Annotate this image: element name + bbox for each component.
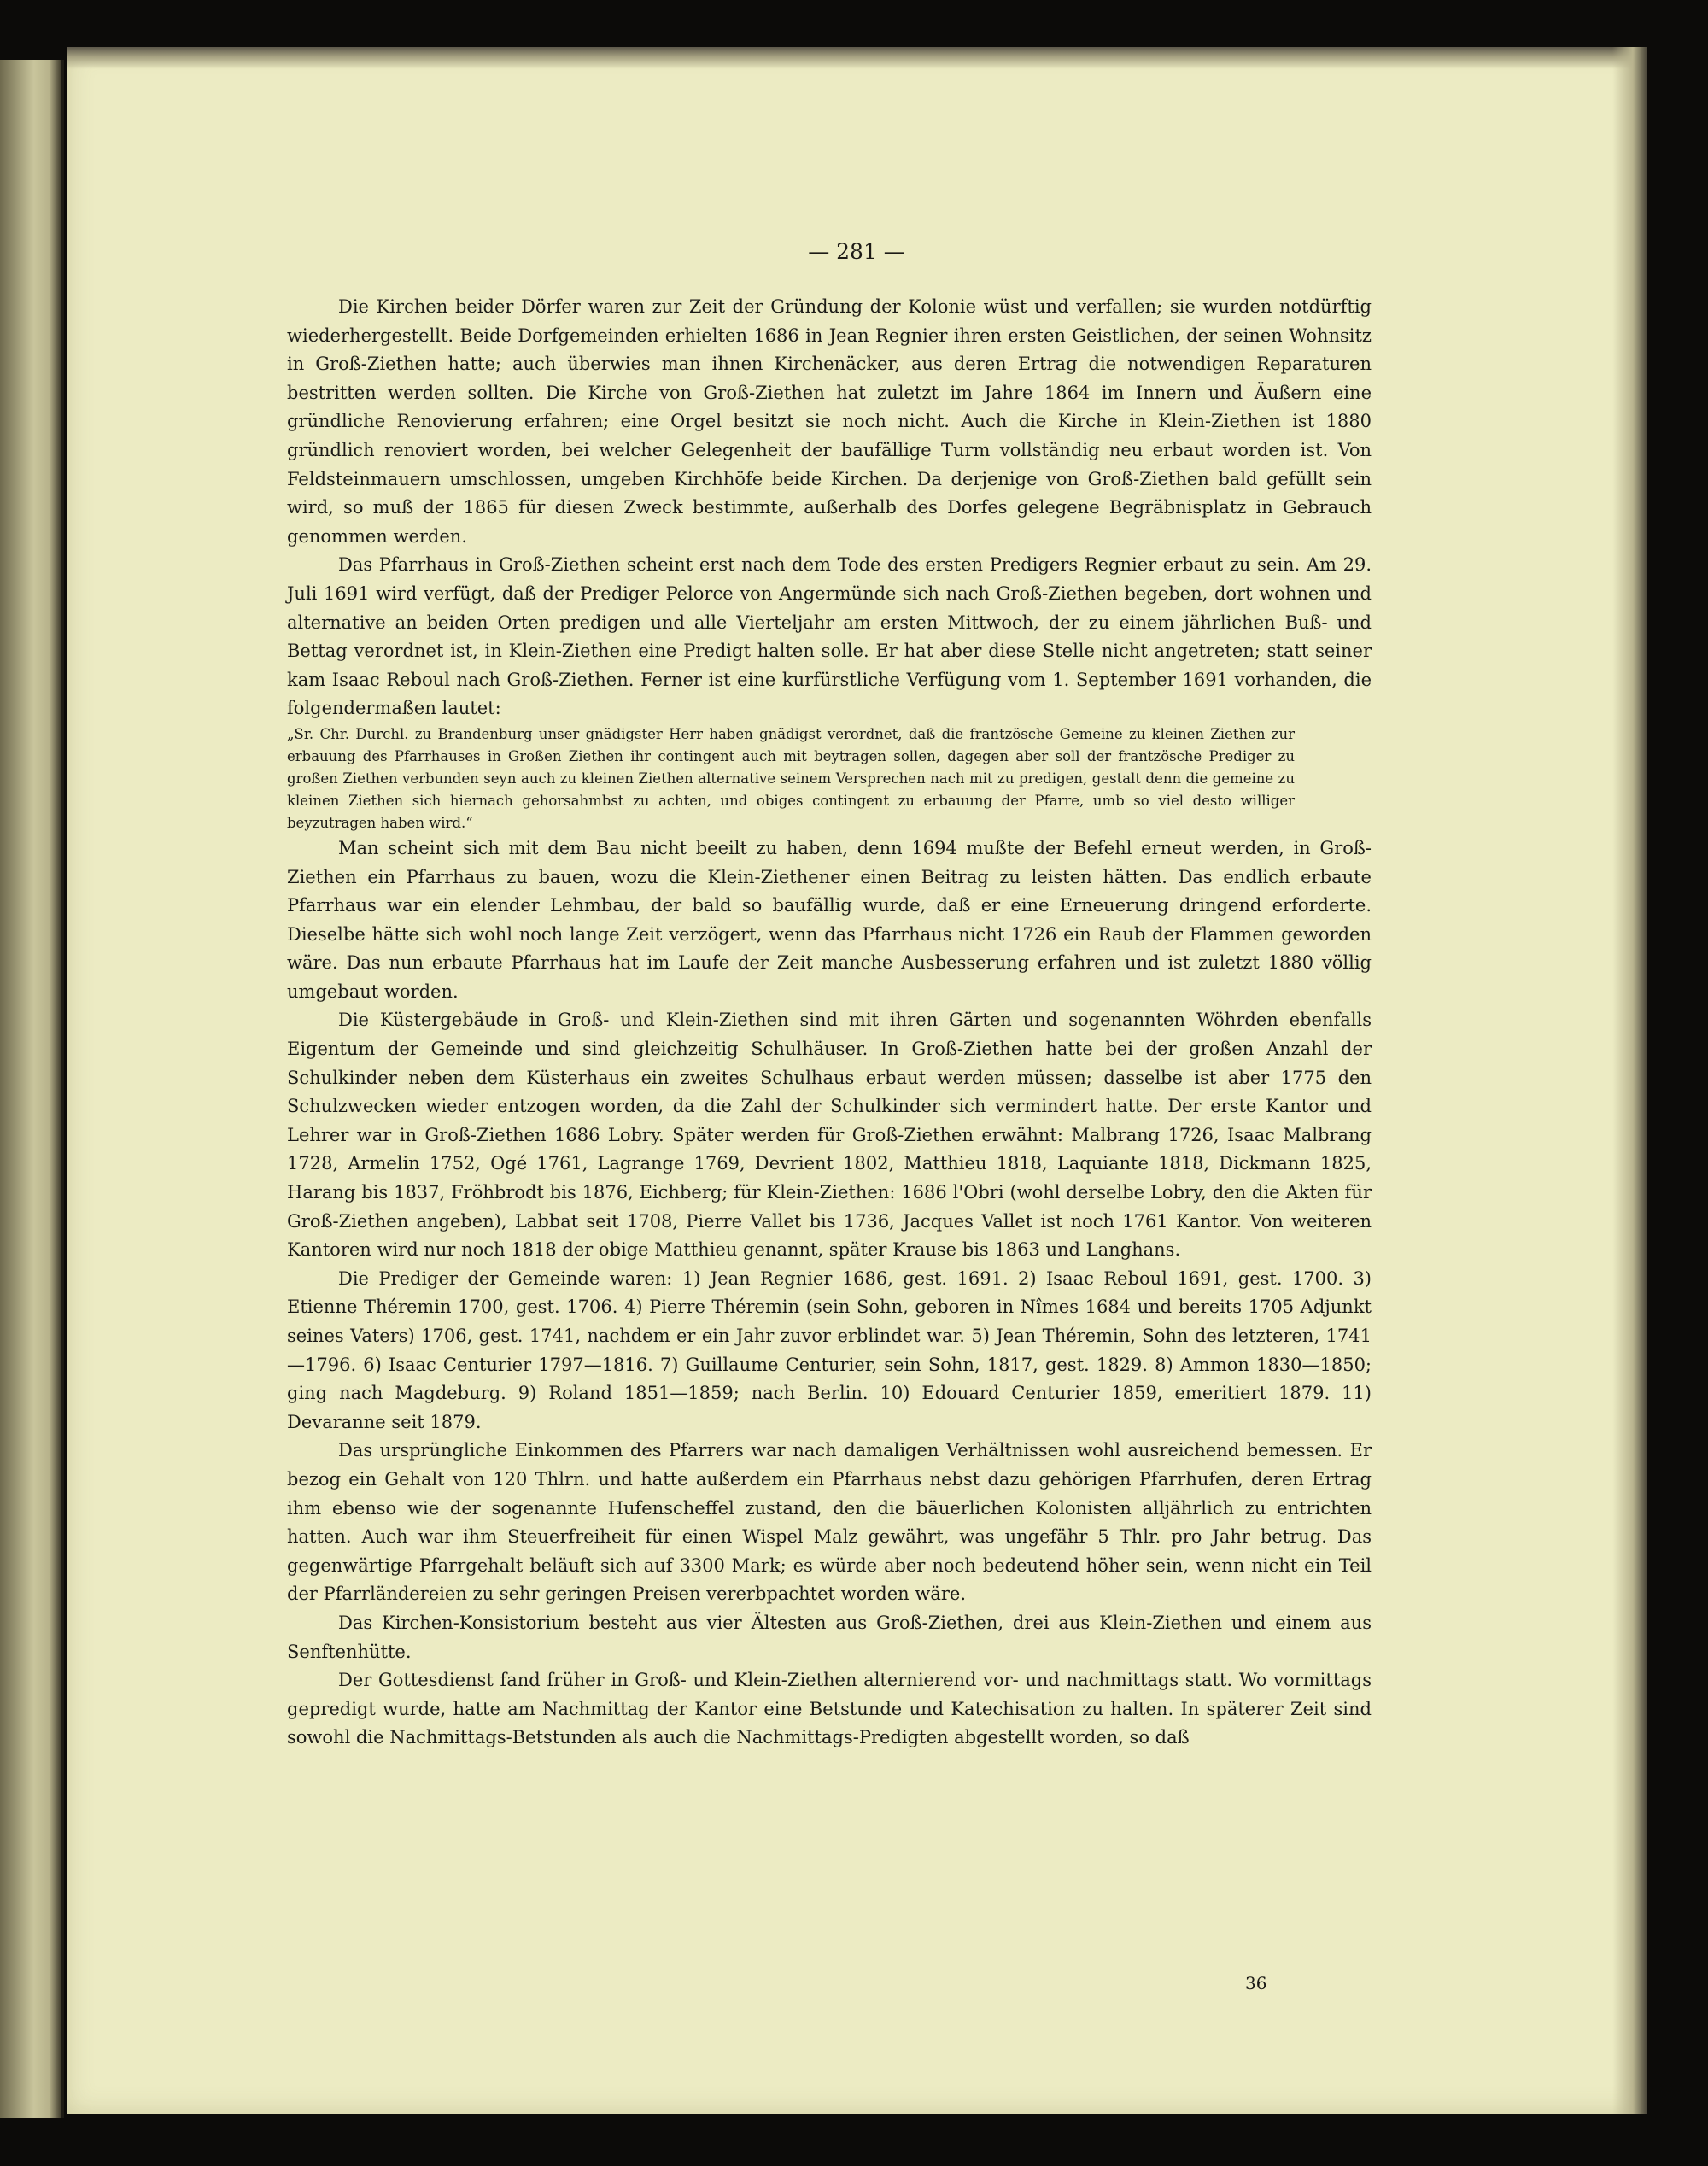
paragraph-churches: Die Kirchen beider Dörfer waren zur Zeit der Gründung der Kolonie wüst und verfallen; sie wurden notdürftig wiederhergestellt. Beide Dorfgemeinden erhielten 1686 in Jean Regnier ihren ersten Geistlichen, der seinen Wohnsitz in Groß-Ziethen hatte; auch überwies man ihnen Kirchenäcker, aus deren Ertrag die notwendigen Reparaturen bestritten werden sollten. Die Kirche von Groß-Ziethen hat zuletzt im Jahre 1864 im Innern und Äußern eine gründliche Renovierung erfahren; eine Orgel besitzt sie noch nicht. Auch die Kirche in Klein-Ziethen ist 1880 gründlich renoviert worden, bei welcher Gelegenheit der baufällige Turm vollständig neu erbaut worden ist. Von Feldsteinmauern umschlossen, umgeben Kirchhöfe beide Kirchen. Da derjenige von Groß-Ziethen bald gefüllt sein wird, so muß der 1865 für diesen Zweck bestimmte, außerhalb des Dorfes gelegene Begräbnisplatz in Gebrauch genommen werden.: [287, 296, 1372, 547]
left-page-edge: [0, 60, 64, 2118]
paragraph-worship: Der Gottesdienst fand früher in Groß- und Klein-Ziethen alternierend vor- und nachmittags statt. Wo vormittags gepredigt wurde, hatte am Nachmittag der Kantor eine Betstunde und Katechisation zu halten. In späterer Zeit sind sowohl die Nachmittags-Betstunden als auch die Nachmittags-Predigten abgestellt worden, so daß: [287, 1670, 1372, 1748]
paragraph-consistory: Das Kirchen-Konsistorium besteht aus vier Ältesten aus Groß-Ziethen, drei aus Klein-Ziethen und einem aus Senftenhütte.: [287, 1612, 1372, 1662]
decree-quote: „Sr. Chr. Durchl. zu Brandenburg unser gnädigster Herr haben gnädigst verordnet, daß die frantzösche Gemeine zu kleinen Ziethen zur erbauung des Pfarrhauses in Großen Ziethen ihr contingent auch mit beytragen sollen, dagegen aber soll der frantzösche Prediger zu großen Ziethen verbunden seyn auch zu kleinen Ziethen alternative seinem Versprechen nach mit zu predigen, gestalt denn die gemeine zu kleinen Ziethen sich hiernach gehorsahmbst zu achten, und obiges contingent zu erbauung der Pfarre, umb so viel desto williger beyzutragen haben wird.“: [287, 725, 1295, 831]
page-right-edge: [1612, 47, 1647, 2114]
paragraph-preachers: Die Prediger der Gemeinde waren: 1) Jean Regnier 1686, gest. 1691. 2) Isaac Reboul 1691, gest. 1700. 3) Etienne Théremin 1700, gest. 1706. 4) Pierre Théremin (sein Sohn, geboren in Nîmes 1684 und bereits 1705 Adjunkt seines Vaters) 1706, gest. 1741, nachdem er ein Jahr zuvor erblindet war. 5) Jean Théremin, Sohn des letzteren, 1741—1796. 6) Isaac Centurier 1797—1816. 7) Guillaume Centurier, sein Sohn, 1817, gest. 1829. 8) Ammon 1830—1850; ging nach Magdeburg. 9) Roland 1851—1859; nach Berlin. 10) Edouard Centurier 1859, emeritiert 1879. 11) Devaranne seit 1879.: [287, 1267, 1372, 1432]
paragraph-sexton-houses: Die Küstergebäude in Groß- und Klein-Ziethen sind mit ihren Gärten und sogenannten Wöhrden ebenfalls Eigentum der Gemeinde und sind gleichzeitig Schulhäuser. In Groß-Ziethen hatte bei der großen Anzahl der Schulkinder neben dem Küsterhaus ein zweites Schulhaus erbaut werden müssen; dasselbe ist aber 1775 den Schulzwecken wieder entzogen worden, da die Zahl der Schulkinder sich vermindert hatte. Der erste Kantor und Lehrer war in Groß-Ziethen 1686 Lobry. Später werden für Groß-Ziethen erwähnt: Malbrang 1726, Isaac Malbrang 1728, Armelin 1752, Ogé 1761, Lagrange 1769, Devrient 1802, Matthieu 1818, Laquiante 1818, Dickmann 1825, Harang bis 1837, Fröhbrodt bis 1876, Eichberg; für Klein-Ziethen: 1686 l'Obri (wohl derselbe Lobry, den die Akten für Groß-Ziethen angeben), Labbat seit 1708, Pierre Vallet bis 1736, Jacques Vallet ist noch 1761 Kantor. Von weiteren Kantoren wird nur noch 1818 der obige Matthieu genannt, später Krause bis 1863 und Langhans.: [287, 1010, 1372, 1261]
paragraph-parsonage: Das Pfarrhaus in Groß-Ziethen scheint erst nach dem Tode des ersten Predigers Regnier erbaut zu sein. Am 29. Juli 1691 wird verfügt, daß der Prediger Pelorce von Angermünde sich nach Groß-Ziethen begeben, dort wohnen und alternative an beiden Orten predigen und alle Vierteljahr am ersten Mittwoch, der zu einem jährlichen Buß- und Bettag verordnet ist, in Klein-Ziethen eine Predigt halten solle. Er hat aber diese Stelle nicht angetreten; statt seiner kam Isaac Reboul nach Groß-Ziethen. Ferner ist eine kurfürstliche Verfügung vom 1. September 1691 vorhanden, die folgendermaßen lautet:: [287, 554, 1372, 719]
page-number: — 281 —: [808, 239, 905, 264]
page-top-shadow: [67, 47, 1647, 69]
signature-mark: 36: [1245, 1973, 1267, 1993]
body-text: [287, 293, 1372, 1753]
paragraph-building: Man scheint sich mit dem Bau nicht beeilt zu haben, denn 1694 mußte der Befehl erneut werden, in Groß-Ziethen ein Pfarrhaus zu bauen, wozu die Klein-Ziethener einen Beitrag zu leisten hätten. Das endlich erbaute Pfarrhaus war ein elender Lehmbau, der bald so baufällig wurde, daß er eine Erneuerung dringend erforderte. Dieselbe hätte sich wohl noch lange Zeit verzögert, wenn das Pfarrhaus nicht 1726 ein Raub der Flammen geworden wäre. Das nun erbaute Pfarrhaus hat im Laufe der Zeit manche Ausbesserung erfahren und ist zuletzt 1880 völlig umgebaut worden.: [287, 837, 1372, 1002]
paragraph-income: Das ursprüngliche Einkommen des Pfarrers war nach damaligen Verhältnissen wohl ausreichend bemessen. Er bezog ein Gehalt von 120 Thlrn. und hatte außerdem ein Pfarrhaus nebst dazu gehörigen Pfarrhufen, deren Ertrag ihm ebenso wie der sogenannte Hufenscheffel zustand, den die bäuerlichen Kolonisten alljährlich zu entrichten hatten. Auch war ihm Steuerfreiheit für einen Wispel Malz gewährt, was ungefähr 5 Thlr. pro Jahr betrug. Das gegenwärtige Pfarrgehalt beläuft sich auf 3300 Mark; es würde aber noch bedeutend höher sein, wenn nicht ein Teil der Pfarrländereien zu sehr geringen Preisen vererbpachtet worden wäre.: [287, 1440, 1372, 1605]
